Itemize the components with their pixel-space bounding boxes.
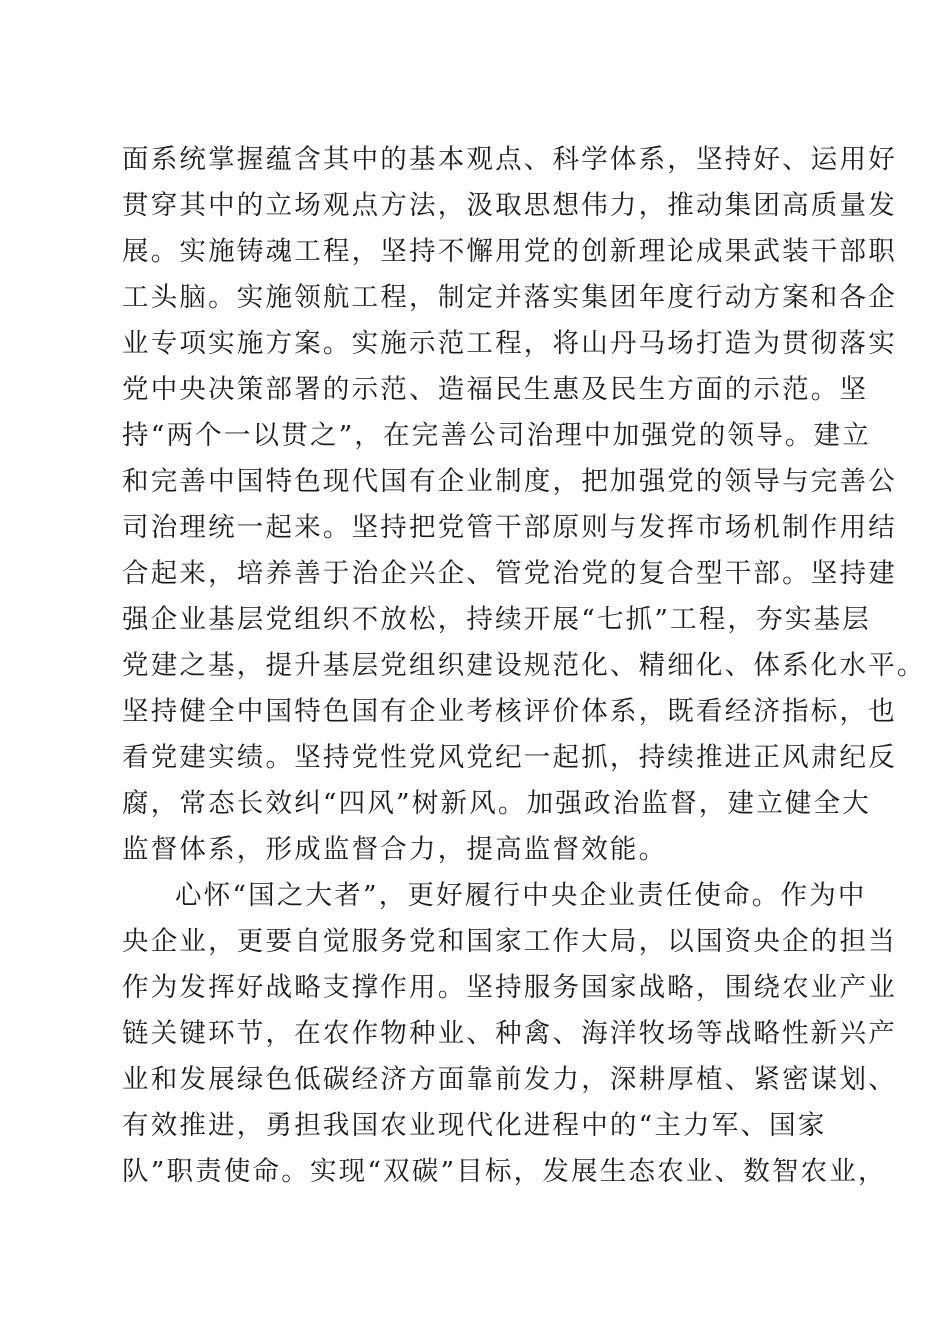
text-line: 党中央决策部署的示范、造福民生惠及民生方面的示范。坚 <box>122 374 869 405</box>
text-line: 和完善中国特色现代国有企业制度，把加强党的领导与完善公 <box>122 466 897 497</box>
text-line: 强企业基层党组织不放松，持续开展“七抓”工程，夯实基层 <box>122 604 871 635</box>
text-line: 央企业，更要自觉服务党和国家工作大局，以国资央企的担当 <box>122 926 897 957</box>
text-line: 业专项实施方案。实施示范工程，将山丹马场打造为贯彻落实 <box>122 328 897 359</box>
text-line: 持“两个一以贯之”，在完善公司治理中加强党的领导。建立 <box>122 420 871 451</box>
text-line: 队”职责使命。实现“双碳”目标，发展生态农业、数智农业， <box>122 1156 887 1187</box>
text-line: 心怀“国之大者”，更好履行中央企业责任使命。作为中 <box>175 880 867 911</box>
text-line: 贯穿其中的立场观点方法，汲取思想伟力，推动集团高质量发 <box>122 190 897 221</box>
text-line: 面系统掌握蕴含其中的基本观点、科学体系，坚持好、运用好 <box>122 144 897 175</box>
text-line: 党建之基，提升基层党组织建设规范化、精细化、体系化水平。 <box>122 650 926 681</box>
text-line: 合起来，培养善于治企兴企、管党治党的复合型干部。坚持建 <box>122 558 897 589</box>
text-line: 工头脑。实施领航工程，制定并落实集团年度行动方案和各企 <box>122 282 897 313</box>
text-line: 司治理统一起来。坚持把党管干部原则与发挥市场机制作用结 <box>122 512 897 543</box>
text-line: 监督体系，形成监督合力，提高监督效能。 <box>122 834 668 865</box>
text-line: 业和发展绿色低碳经济方面靠前发力，深耕厚植、紧密谋划、 <box>122 1064 897 1095</box>
text-line: 作为发挥好战略支撑作用。坚持服务国家战略，围绕农业产业 <box>122 972 897 1003</box>
text-line: 有效推进，勇担我国农业现代化进程中的“主力军、国家 <box>122 1110 827 1141</box>
text-line: 展。实施铸魂工程，坚持不懈用党的创新理论成果武装干部职 <box>122 236 897 267</box>
text-line: 看党建实绩。坚持党性党风党纪一起抓，持续推进正风肃纪反 <box>122 742 897 773</box>
text-line: 坚持健全中国特色国有企业考核评价体系，既看经济指标，也 <box>122 696 897 727</box>
text-line: 腐，常态长效纠“四风”树新风。加强政治监督，建立健全大 <box>122 788 871 819</box>
text-line: 链关键环节，在农作物种业、种禽、海洋牧场等战略性新兴产 <box>122 1018 897 1049</box>
